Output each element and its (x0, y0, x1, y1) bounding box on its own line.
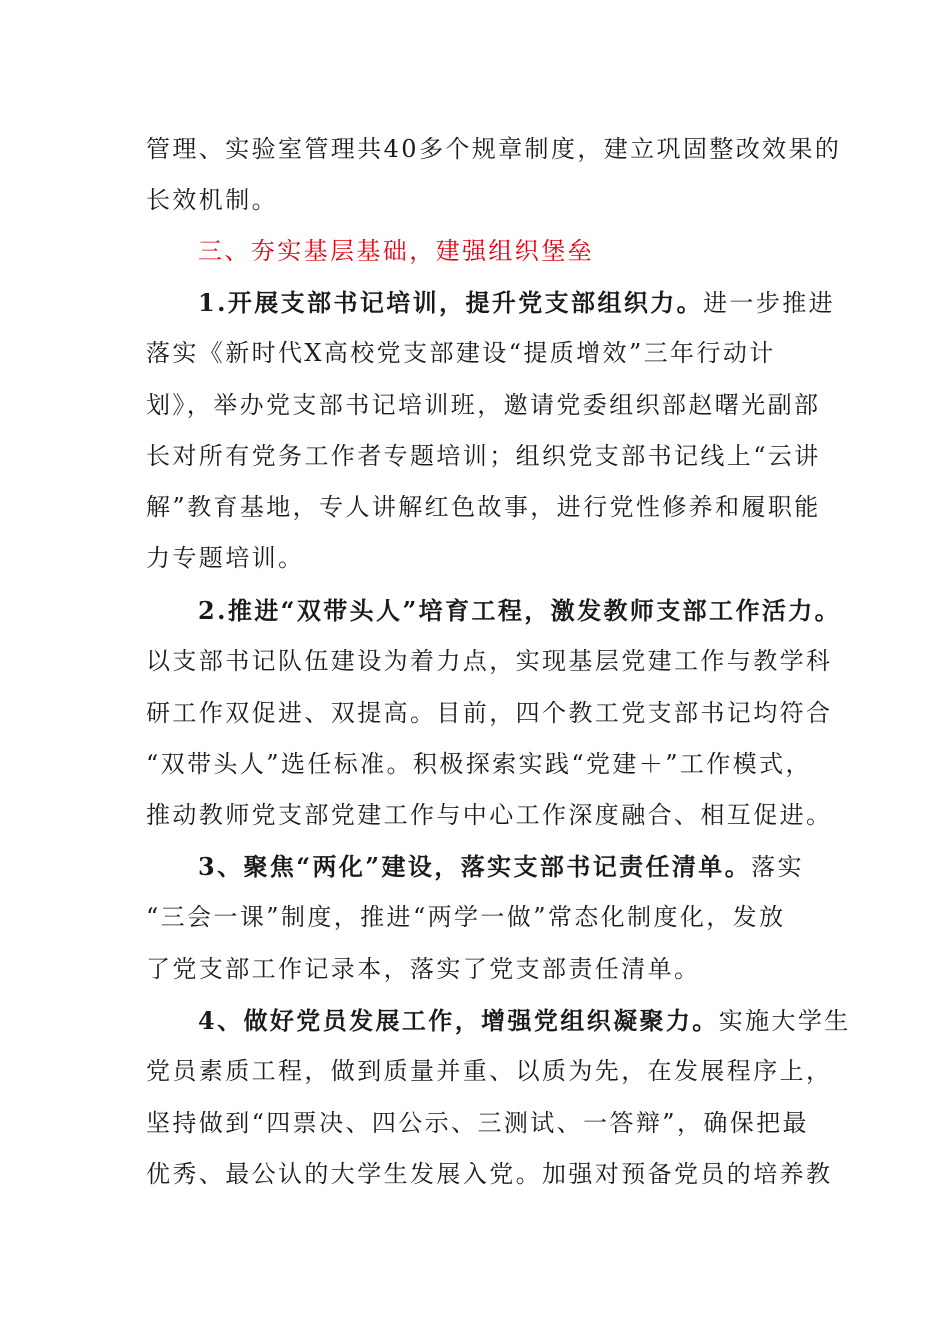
item-2-title: 2.推进“双带头人”培育工程，激发教师支部工作活力。 (198, 596, 842, 625)
item-3-paragraph (146, 841, 816, 995)
paragraph-line: 管理、实验室管理共40多个规章制度，建立巩固整改效果的 (146, 135, 842, 163)
item-4-text: 实施大学生 (718, 1007, 851, 1035)
section-3-heading: 三、夯实基层基础，建强组织堡垒 (198, 237, 594, 265)
item-1-title: 1.开展支部书记培训，提升党支部组织力。 (198, 288, 704, 317)
paragraph-line: “三会一课”制度，推进“两学一做”常态化制度化，发放 (146, 903, 786, 932)
paragraph-line: 长效机制。 (146, 186, 278, 215)
paragraph-line (146, 277, 836, 328)
paragraph-line: 推动教师党支部党建工作与中心工作深度融合、相互促进。 (146, 801, 833, 830)
paragraph-line: 优秀、最公认的大学生发展入党。加强对预备党员的培养教 (146, 1159, 833, 1188)
item-3-title: 3、聚焦“两化”建设，落实支部书记责任清单。 (198, 852, 752, 881)
paragraph-line: 以支部书记队伍建设为着力点，实现基层党建工作与教学科 (146, 647, 833, 676)
paragraph-line: 力专题培训。 (146, 544, 305, 573)
continuation-paragraph (146, 124, 842, 227)
item-4-paragraph (146, 995, 851, 1200)
paragraph-line (146, 585, 842, 636)
paragraph-line: 划》，举办党支部书记培训班，邀请党委组织部赵曙光副部 (146, 390, 821, 419)
paragraph-line: “双带头人”选任标准。积极探索实践“党建＋”工作模式， (146, 749, 812, 778)
paragraph-line: 坚持做到“四票决、四公示、三测试、一答辩”，确保把最 (146, 1108, 809, 1137)
paragraph-line: 研工作双促进、双提高。目前，四个教工党支部书记均符合 (146, 698, 833, 727)
paragraph-line: 落实《新时代X高校党支部建设“提质增效”三年行动计 (146, 339, 776, 368)
paragraph-line (146, 995, 851, 1046)
item-1-text: 进一步推进 (703, 289, 836, 317)
item-1-paragraph (146, 277, 836, 585)
item-4-title: 4、做好党员发展工作，增强党组织凝聚力。 (198, 1006, 719, 1035)
paragraph-line: 了党支部工作记录本，落实了党支部责任清单。 (146, 954, 701, 983)
paragraph-line (146, 841, 816, 892)
paragraph-line: 长对所有党务工作者专题培训；组织党支部书记线上“云讲 (146, 441, 821, 470)
paragraph-line: 解”教育基地，专人讲解红色故事，进行党性修养和履职能 (146, 493, 821, 522)
item-3-text: 落实 (751, 853, 804, 881)
item-2-paragraph (146, 585, 842, 841)
section-heading (146, 226, 816, 277)
paragraph-line: 党员素质工程，做到质量并重、以质为先，在发展程序上， (146, 1057, 833, 1086)
